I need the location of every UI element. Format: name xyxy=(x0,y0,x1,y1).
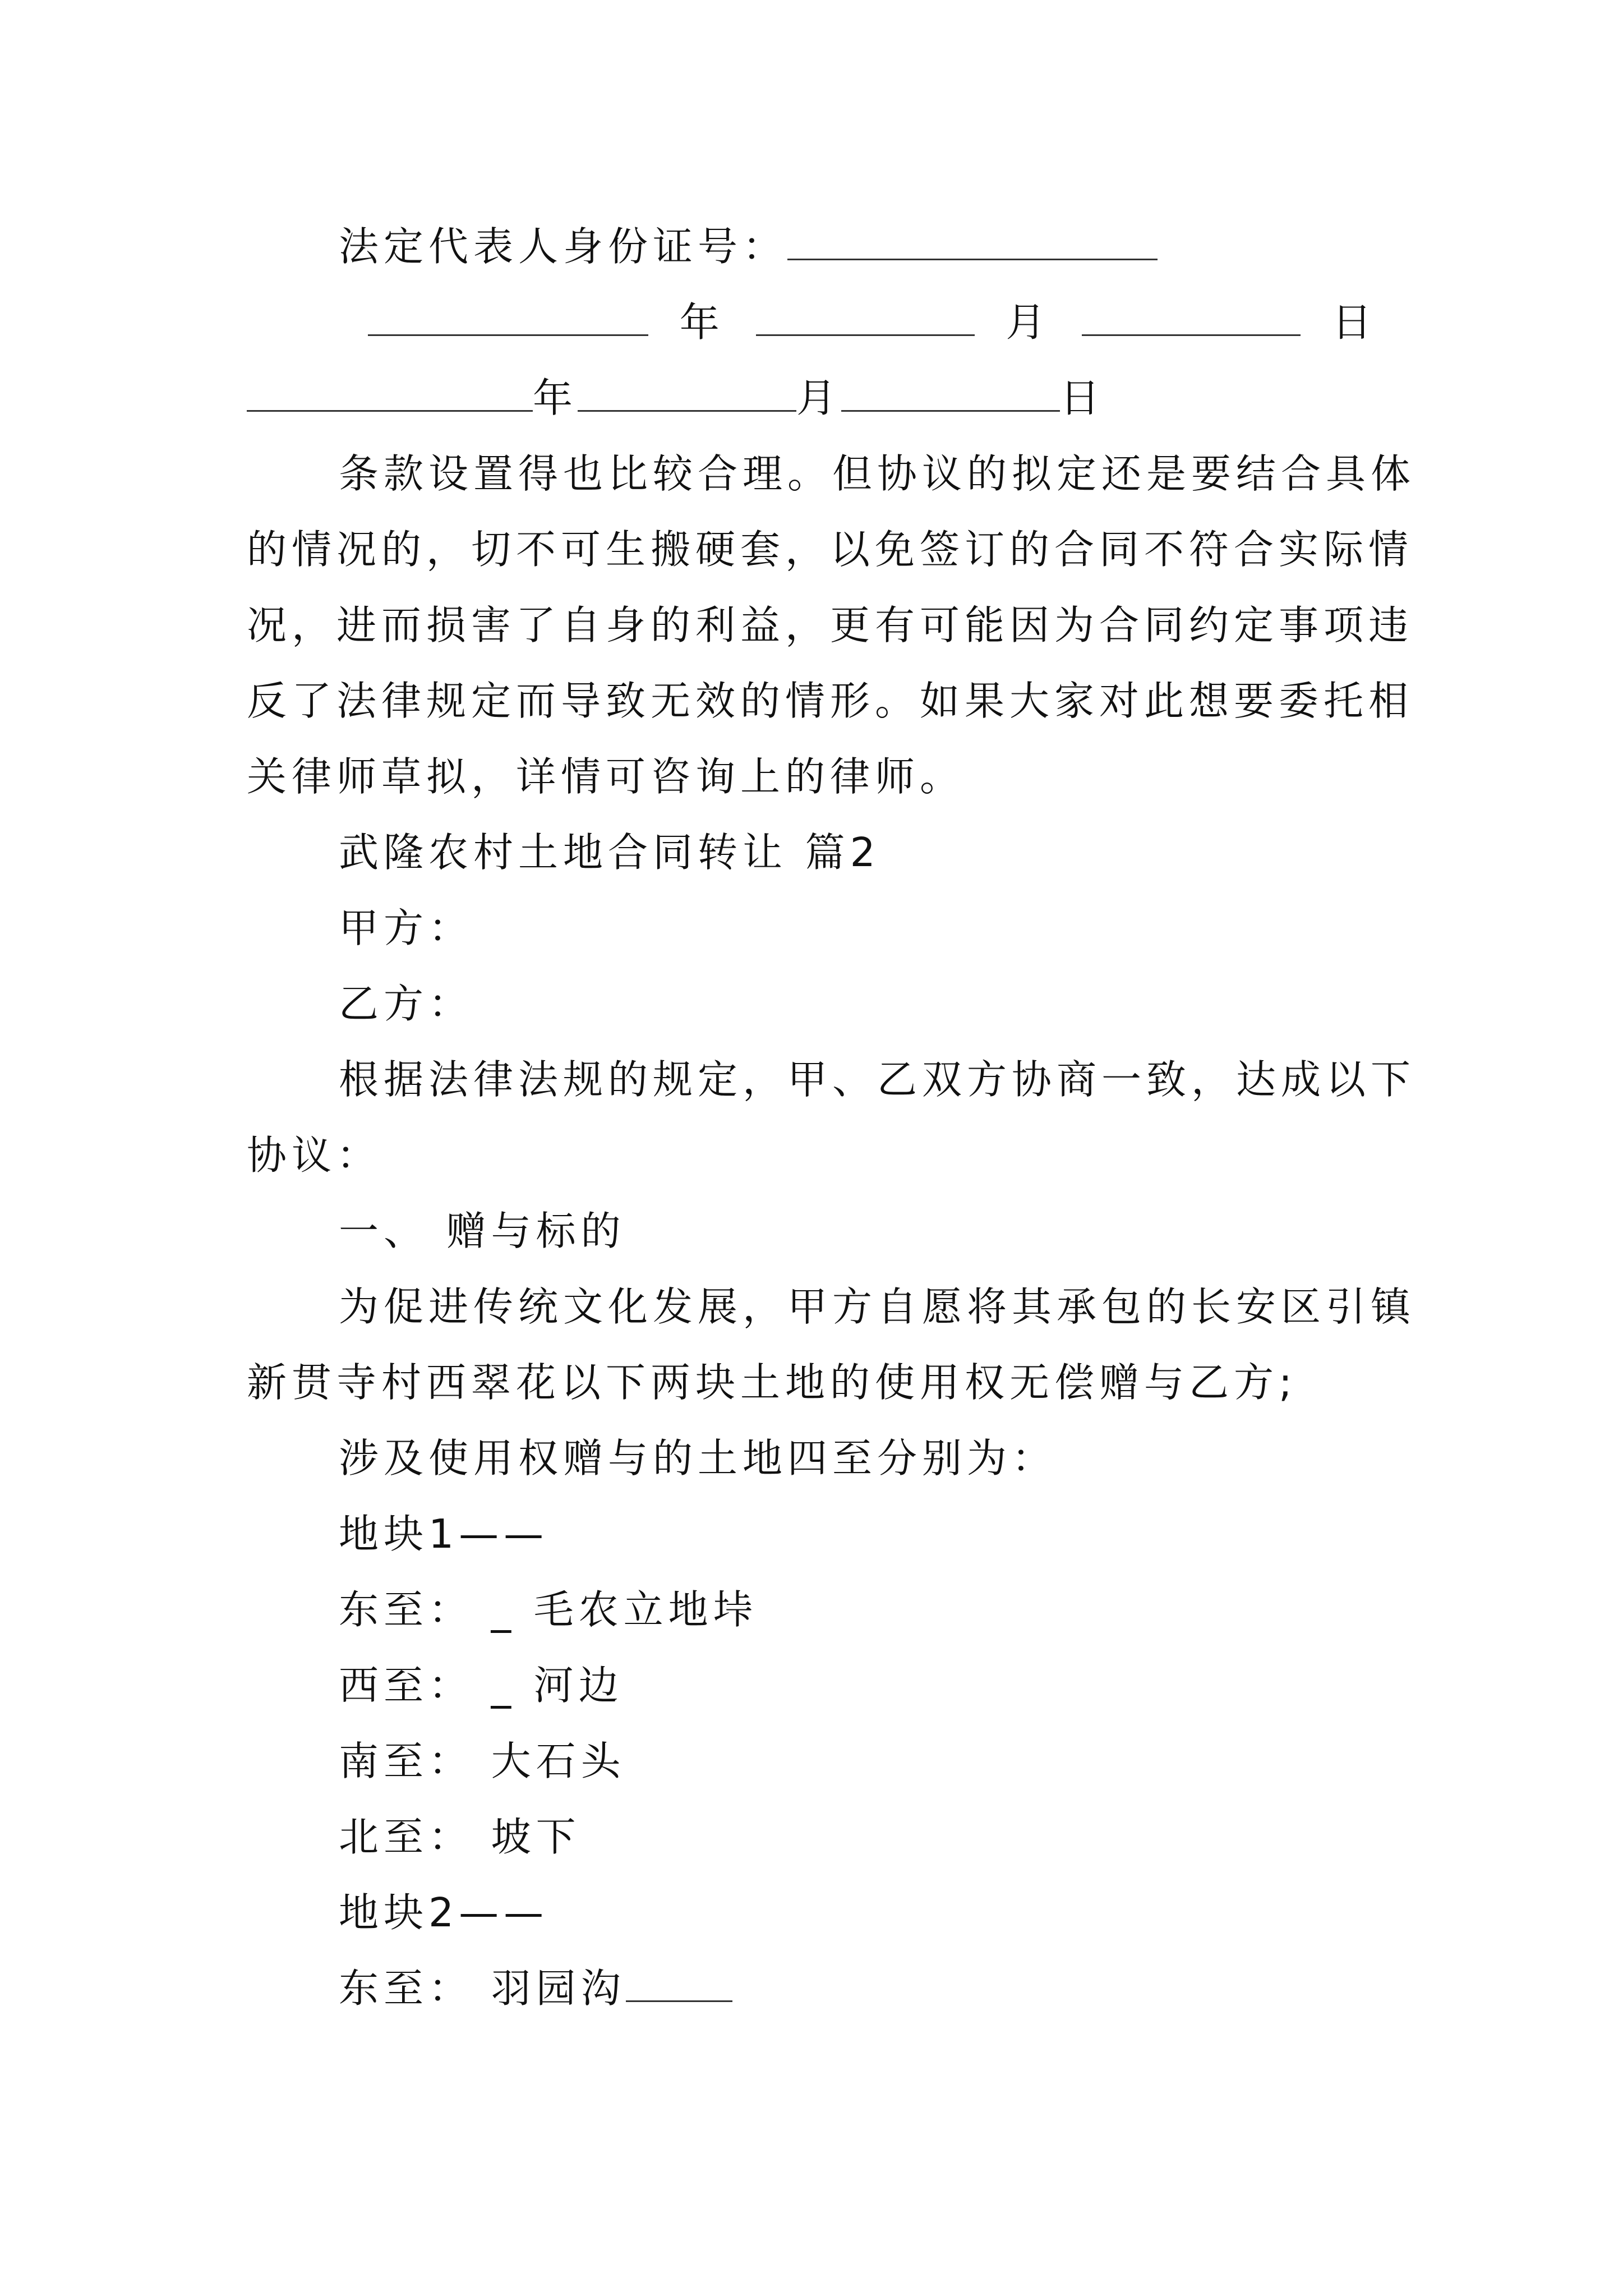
date-row-1-year-blank xyxy=(368,295,648,336)
date-row-1-month-blank xyxy=(756,295,975,336)
plot2-east-line xyxy=(339,1961,732,2017)
date-row-2 xyxy=(247,370,1105,426)
para1-line-2: 的情况的，切不可生搬硬套，以免签订的合同不符合实际情 xyxy=(247,526,1414,573)
plot1-north: 北至： 坡下 xyxy=(339,1814,581,1860)
id-number-line xyxy=(339,219,1158,275)
clause1-title: 一、 赠与标的 xyxy=(339,1208,626,1254)
plot1-east: 东至： _ 毛农立地垰 xyxy=(339,1586,758,1633)
clause1-body-line-2: 新贯寺村西翠花以下两块土地的使用权无偿赠与乙方; xyxy=(247,1359,1297,1406)
date-row-2-month: 月 xyxy=(796,375,842,421)
date-row-2-day-blank xyxy=(841,371,1060,412)
date-row-1-month: 月 xyxy=(1006,299,1051,346)
plot2-east-blank xyxy=(626,1961,732,2002)
date-row-1 xyxy=(365,295,1377,351)
date-row-2-day: 日 xyxy=(1060,375,1105,421)
para1-line-5: 关律师草拟，详情可咨询上的律师。 xyxy=(247,753,965,800)
para1-line-3: 况，进而损害了自身的利益，更有可能因为合同约定事项违 xyxy=(247,602,1414,648)
date-row-2-year-blank xyxy=(247,371,533,412)
party-a: 甲方： xyxy=(339,905,474,951)
plot2-east: 东至： 羽园沟 xyxy=(339,1965,626,2012)
intro-line-2: 协议： xyxy=(247,1132,382,1179)
id-number-label: 法定代表人身份证号： xyxy=(339,223,788,270)
section-title: 武隆农村土地合同转让 篇2 xyxy=(339,829,880,876)
intro-line-1: 根据法律法规的规定，甲、乙双方协商一致，达成以下 xyxy=(339,1056,1416,1103)
plot2-title: 地块2—— xyxy=(339,1889,549,1936)
party-b: 乙方： xyxy=(339,981,474,1027)
id-number-blank xyxy=(787,219,1158,260)
plot1-title: 地块1—— xyxy=(339,1511,549,1557)
boundaries-intro: 涉及使用权赠与的土地四至分别为： xyxy=(339,1435,1057,1481)
date-row-2-year: 年 xyxy=(533,375,578,421)
date-row-1-day-blank xyxy=(1082,295,1301,336)
date-row-2-month-blank xyxy=(578,371,796,412)
para1-line-1: 条款设置得也比较合理。但协议的拟定还是要结合具体 xyxy=(339,450,1416,497)
date-row-1-day: 日 xyxy=(1331,299,1377,346)
clause1-body-line-1: 为促进传统文化发展，甲方自愿将其承包的长安区引镇 xyxy=(339,1283,1416,1330)
plot1-west: 西至： _ 河边 xyxy=(339,1662,624,1709)
date-row-1-year: 年 xyxy=(679,299,725,346)
plot1-south: 南至： 大石头 xyxy=(339,1738,626,1784)
para1-line-4: 反了法律规定而导致无效的情形。如果大家对此想要委托相 xyxy=(247,678,1414,724)
